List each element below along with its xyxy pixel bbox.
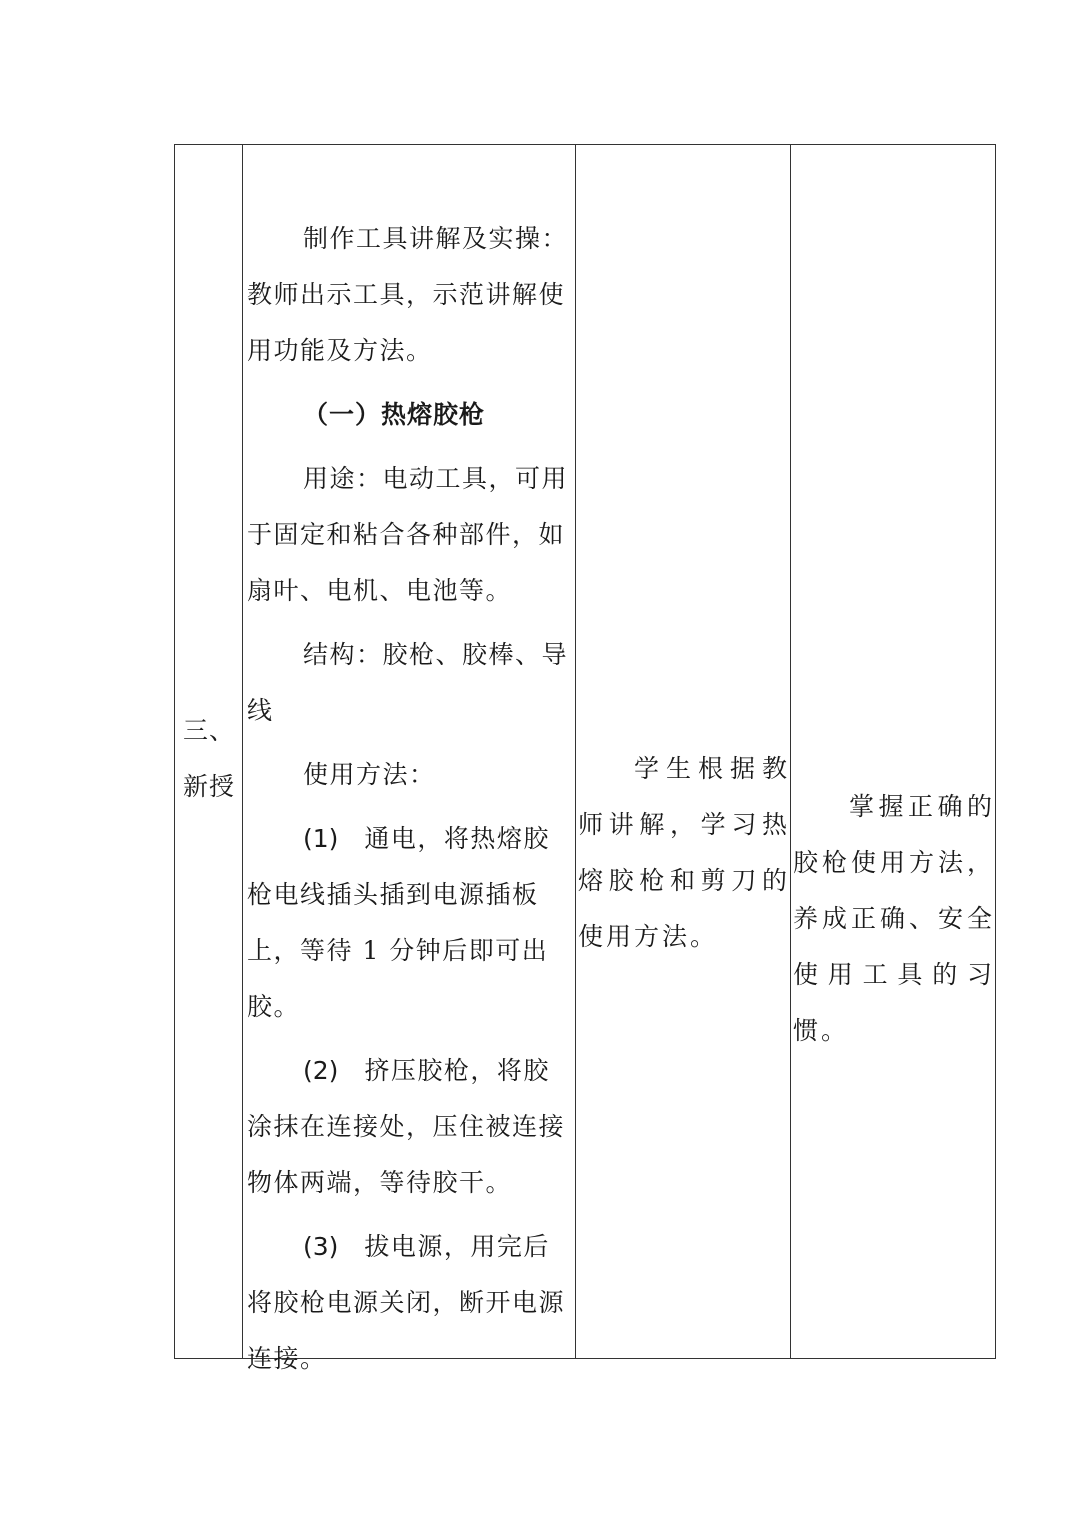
section-number: 三、 <box>183 716 236 745</box>
lesson-plan-table <box>174 144 996 1373</box>
step-text: 拔电源，用完后将胶枪电源关闭，断开电源连接。 <box>247 1232 566 1373</box>
section-title: 新授 <box>183 772 236 801</box>
step-item <box>247 811 575 1035</box>
step-number: (2) <box>303 1056 339 1085</box>
step-number: (3) <box>303 1232 339 1261</box>
section-cell <box>175 145 243 1359</box>
step-text: 挤压胶枪，将胶涂抹在连接处，压住被连接物体两端，等待胶干。 <box>247 1056 566 1197</box>
intro-paragraph: 制作工具讲解及实操：教师出示工具，示范讲解使用功能及方法。 <box>247 224 569 365</box>
student-activity-text: 学生根据教师讲解，学习热熔胶枪和剪刀的使用方法。 <box>578 754 790 951</box>
usage-paragraph: 用途：电动工具，可用于固定和粘合各种部件，如扇叶、电机、电池等。 <box>247 464 569 605</box>
step-item <box>247 1043 575 1211</box>
design-intent-cell <box>791 145 996 1359</box>
design-intent-text: 掌握正确的胶枪使用方法，养成正确、安全使用工具的习惯。 <box>793 792 995 1045</box>
method-label: 使用方法： <box>303 760 436 789</box>
section-label <box>183 703 235 815</box>
structure-paragraph: 结构：胶枪、胶棒、导线 <box>247 640 569 725</box>
step-number: (1) <box>303 824 339 853</box>
step-text: 通电，将热熔胶枪电线插头插到电源插板上，等待 1 分钟后即可出胶。 <box>247 824 550 1021</box>
teacher-activity-content <box>247 211 575 1387</box>
step-item <box>247 1219 575 1387</box>
table-row <box>175 145 996 1359</box>
teacher-activity-cell <box>243 145 576 1373</box>
student-activity-cell <box>576 145 791 1359</box>
tool-heading: （一）热熔胶枪 <box>303 400 486 429</box>
